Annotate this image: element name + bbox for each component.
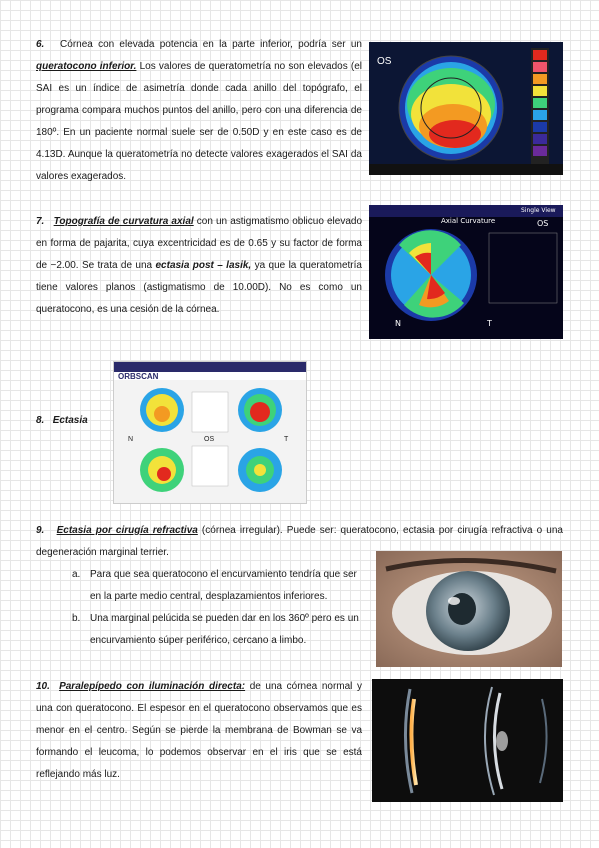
figure-eye-label: OS [537,219,549,228]
item-term: Topografía de curvatura axial [53,216,194,227]
keratoconus-eye-photo [376,551,562,667]
item-term: Ectasia por cirugía refractiva [56,525,198,536]
item-text: con un astigmatismo oblicuo elevado en forma de pajarita, cuya excentricidad es de 0.65 y su factor de forma de −2.00. Se trata de una [36,216,363,271]
subitem-a [72,564,366,608]
item-number: 7. [36,216,45,227]
item-term: queratocono inferior. [36,61,137,72]
item-text: (córnea irregular). Puede ser: queratocono, ectasia por cirugía refractiva o una degeneración marginal terrier. [36,525,563,558]
nasal-label: N [128,436,134,443]
axial-curvature-image [369,205,563,339]
slit-lamp-photo [372,679,563,802]
temporal-label: T [284,436,289,443]
item-text: de una córnea normal y una con queratocono. El espesor en el queratocono observamos que es menor en el centro. Según se pierde la membrana de Bowman se va formando el leucoma, lo podemos observar en el iris que se está reflejando más luz. [36,681,362,780]
subitem-text: Para que sea queratocono el encurvamiento tendría que ser en la parte medio central, desplazamientos inferiores. [90,569,357,602]
svg-text:OS: OS [377,56,392,67]
item-8 [36,410,106,432]
item-6 [36,34,362,188]
subitem-marker: a. [72,569,81,580]
item-number: 8. [36,415,45,426]
corneal-topography-image-1 [369,42,563,175]
subitem-marker: b. [72,613,81,624]
item-text: Córnea con elevada potencia en la parte inferior, podría ser un [60,39,362,50]
item-text: Los valores de queratometría no son elevados (el SAI es un índice de asimetría donde cada anillo del topógrafo, el programa compara muchos puntos del anillo, pero con una diferencia de 180º. En un paciente normal suele ser de 0.50D y en este caso es de 4.13D. Aunque la queratometría no detecte valores exagerados el SAI da valores exagerados. [36,61,363,182]
item-term: Ectasia [52,415,88,426]
item-number: 10. [36,681,50,692]
item-number: 9. [36,525,45,536]
item-term: ectasia post – lasik, [155,260,252,271]
item-text: ya que la queratometría tiene valores planos (astigmatismo de 10.00D). No es como un queratocono, es una cesión de la córnea. [36,260,362,315]
temporal-label: T [487,319,492,328]
item-term: Paralepípedo con iluminación directa: [59,681,246,692]
orbscan-brand: ORBSCAN [118,372,159,381]
orbscan-image [113,361,307,504]
item-7 [36,211,362,321]
item-10 [36,676,362,786]
figure-tab: Single View [521,207,556,214]
item-number: 6. [36,39,45,50]
figure-eye-label: OS [204,436,215,443]
subitem-text: Una marginal pelúcida se pueden dar en los 360º pero es un encurvamiento súper periférico, cercano a limbo. [90,613,359,646]
nasal-label: N [395,319,401,328]
subitem-b [72,608,366,652]
figure-title: Axial Curvature [441,217,496,225]
